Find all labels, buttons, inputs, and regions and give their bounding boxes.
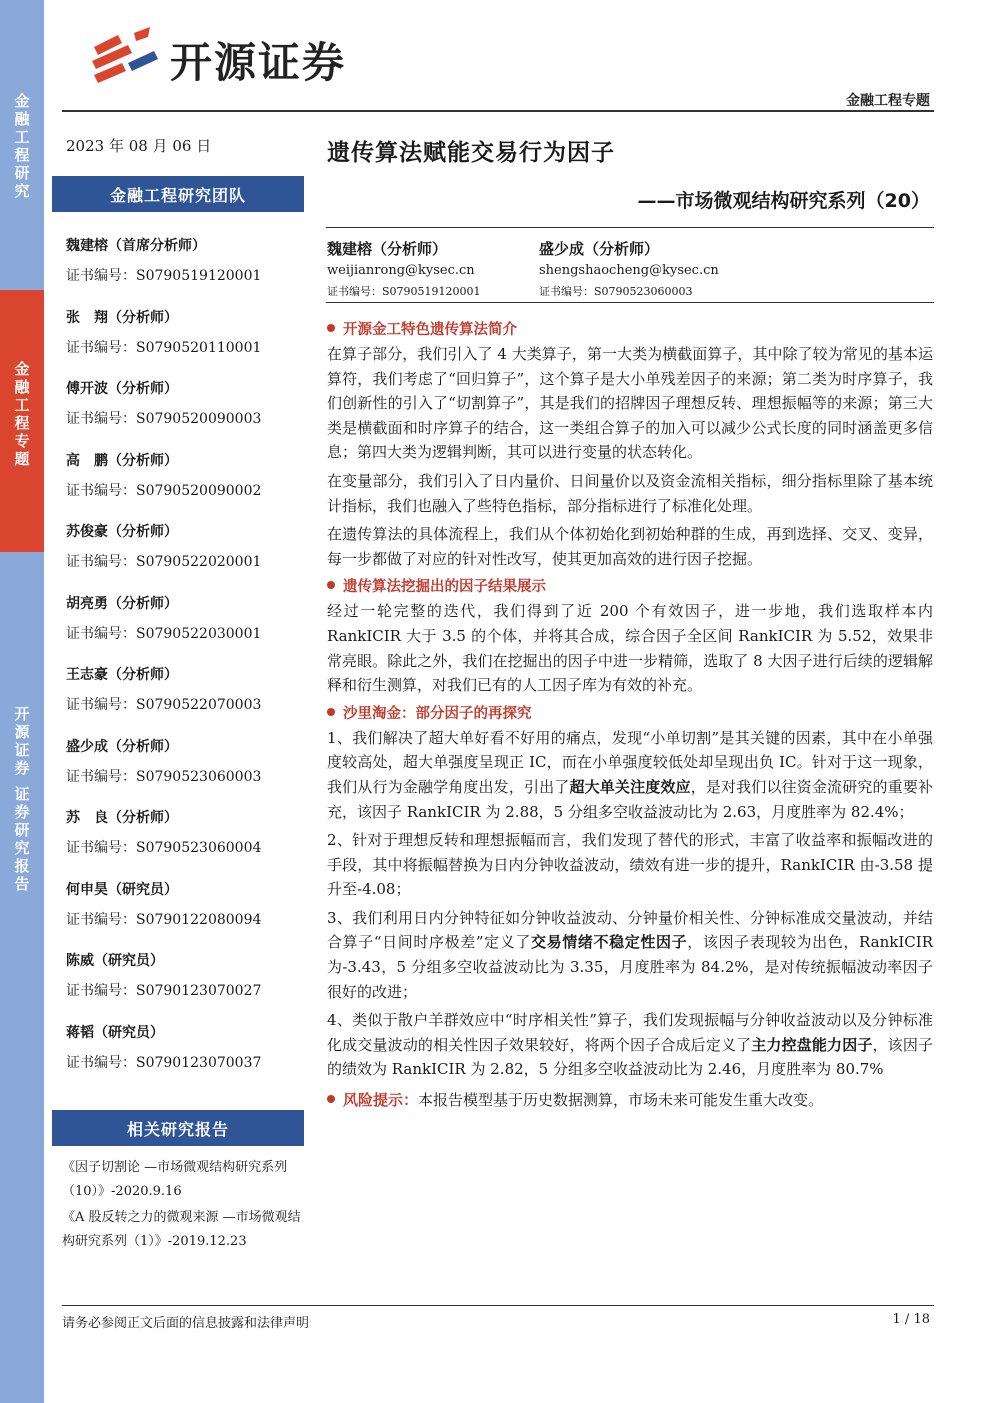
author-item [327,238,547,302]
analyst-cert: 证书编号：S0790523060004 [66,840,262,856]
strip-char: 金 [14,92,30,110]
analyst-name: 胡亮勇（分析师） [66,595,178,612]
analyst-item [66,522,306,594]
text-run: ，该因子的绩效为 RankICIR 为 2.82，5 分组多空收益波动比为 2.46，月度胜率为 80.7% [327,1035,933,1079]
risk-text: 本报告模型基于历史数据测算，市场未来可能发生重大改变。 [418,1091,824,1110]
section-heading-text: 沙里淘金：部分因子的再探究 [343,705,532,722]
analyst-cert: 证书编号：S0790122080094 [66,911,262,928]
analyst-name: 魏建榕（首席分析师） [66,238,206,254]
related-report-link[interactable]: 《因子切割论 —市场微观结构研究系列（10）》-2020.9.16 [62,1160,288,1199]
related-reports-list [62,1156,312,1256]
header-tag: 金融工程专题 [846,93,930,109]
analyst-name: 何申昊（研究员） [66,881,178,898]
finding-4 [327,1008,933,1082]
analyst-name: 张 翔（分析师） [66,309,178,326]
paragraph: 经过一轮完整的迭代，我们得到了近 200 个有效因子，进一步地，我们选取样本内 RankICIR 大于 3.5 的个体，并将其合成，综合因子全区间 RankICIR 为 5.52，效果非常亮眼。除此之外，我们在挖掘出的因子中进一步精筛，选取了 8 大因子进行后续的逻辑解释和衍生测算，对我们已有的人工因子库为有效的补充。 [327,602,933,695]
section-heading-text: 开源金工特色遗传算法简介 [343,322,517,338]
analyst-name: 陈威（研究员） [66,953,164,969]
strip-char: 源 [14,723,30,741]
author-name: 魏建榕（分析师） [327,240,448,258]
strip-char: 报 [14,857,30,875]
analyst-cert: 证书编号：S0790523060003 [66,768,262,785]
company-logo [88,26,346,90]
analyst-item [66,737,306,809]
text-run: 3、我们利用日内分钟特征如分钟收益波动、分钟量价相关性、分钟标准成交量波动，并结合算子“日间时序极差”定义了 [327,908,933,952]
finding-3 [327,906,933,1004]
bullet-icon [327,708,335,716]
strip-char: 金 [14,360,30,378]
strip-char: 程 [14,414,30,432]
strip-char: 证 [14,741,30,759]
highlight-term: 交易情绪不稳定性因子 [531,933,688,952]
side-strip [0,0,44,1403]
analyst-cert: 证书编号：S0790520110001 [66,339,262,356]
analyst-name: 傅开波（分析师） [66,381,178,397]
author-cert: 证书编号：S0790523060003 [539,285,693,298]
report-subtitle: ——市场微观结构研究系列（20） [637,190,930,212]
analyst-list [66,236,306,1094]
text-run: 1、我们解决了超大单好看不好用的痛点，发现“小单切割”是其关键的因素，其中在小单强度较高处，超大单强度呈现正 IC，而在小单强度较低处却呈现出负 IC。针对于这一现象，我们从行为金融学角度出发，引出了 [327,728,933,796]
strip-char: 题 [14,450,30,468]
paragraph: 在遗传算法的具体流程上，我们从个体初始化到初始种群的生成，再到选择、交叉、变异，每一步都做了对应的针对性改写，使其更加高效的进行因子挖掘。 [327,525,933,568]
analyst-cert: 证书编号：S0790522070003 [66,697,262,713]
analyst-name: 蒋韬（研究员） [66,1024,164,1041]
analyst-cert: 证书编号：S0790520090002 [66,482,262,499]
analyst-item [66,236,306,308]
paragraph: 在算子部分，我们引入了 4 大类算子，第一大类为横截面算子，其中除了较为常见的基本运算符，我们考虑了“回归算子”，这个算子是大小单残差因子的来源；第二类为时序算子，我们创新性的引入了“切割算子”，其是我们的招牌因子理想反转、理想振幅等的来源；第三大类是横截面和时序算子的结合，这一类组合算子的加入可以减少公式长度的同时涵盖更多信息；第四大类为逻辑判断，其可以进行变量的状态转化。 [327,345,933,462]
strip-char: 券 [14,803,30,821]
risk-warning [327,1088,933,1113]
analyst-cert: 证书编号：S0790522030001 [66,625,262,642]
analyst-name: 苏俊豪（分析师） [66,524,178,540]
text-run: ，该因子表现较为出色，RankICIR 为-3.43，5 分组多空收益波动比为 3.35，月度胜率为 84.2%，是对传统振幅波动率因子很好的改进； [327,933,933,1001]
company-name: 开源证券 [170,38,347,87]
analyst-item [66,594,306,666]
bullet-icon [327,581,335,589]
strip-char: 究 [14,182,30,200]
strip-char: 券 [14,759,30,777]
analyst-name: 高 鹏（分析师） [66,452,178,469]
bullet-icon [327,324,335,332]
text-run: 4、类似于散户羊群效应中“时序相关性”算子，我们发现振幅与分钟收益波动以及分钟标准化成交量波动的相关性因子效果较好，将两个因子合成后定义了 [327,1011,933,1054]
strip-char: 告 [14,875,30,893]
side-strip-top [0,88,44,208]
analyst-item [66,379,306,451]
author-divider [326,302,934,303]
report-summary [327,314,933,1113]
bullet-icon [327,1095,335,1103]
analyst-item [66,1023,306,1095]
strip-char: 融 [14,378,30,396]
section-heading-text: 遗传算法挖掘出的因子结果展示 [343,579,546,596]
analyst-cert: 证书编号：S0790520090003 [66,411,262,427]
section-heading [327,318,933,342]
risk-label: 风险提示： [343,1091,419,1110]
strip-char: 工 [14,128,30,146]
footer-divider [62,1305,934,1306]
highlight-term: 主力控盘能力因子 [751,1035,873,1054]
side-strip-middle [0,290,44,552]
strip-char: 程 [14,146,30,164]
strip-char: 研 [14,164,30,182]
author-email[interactable]: weijianrong@kysec.cn [327,263,475,278]
analyst-name: 盛少成（分析师） [66,738,178,755]
footer-disclaimer: 请务必参阅正文后面的信息披露和法律声明 [62,1316,310,1331]
author-name: 盛少成（分析师） [539,240,660,258]
highlight-term: 超大单关注度效应 [569,777,691,796]
header-divider [62,110,934,112]
analyst-item [66,880,306,952]
author-email[interactable]: shengshaocheng@kysec.cn [539,263,719,278]
finding-2: 2、针对于理想反转和理想振幅而言，我们发现了替代的形式，丰富了收益率和振幅改进的手段，其中将振幅替换为日内分钟收益波动，绩效有进一步的提升，RankICIR 由-3.58 提升至-4.08； [327,831,933,899]
finding-1 [327,726,933,824]
logo-mark-icon [88,27,160,89]
strip-char: 融 [14,110,30,128]
page-number: 1 / 18 [892,1312,930,1327]
strip-char: 证 [14,785,30,803]
analyst-item [66,308,306,380]
analyst-item [66,451,306,523]
analyst-name: 王志豪（分析师） [66,667,178,683]
analyst-cert: 证书编号：S0790522020001 [66,554,262,570]
analyst-item [66,951,306,1023]
analyst-cert: 证书编号：S0790123070027 [66,983,262,999]
author-cert: 证书编号：S0790519120001 [327,285,481,298]
related-report-link[interactable]: 《A 股反转之力的微观来源 —市场微观结构研究系列（1）》-2019.12.23 [62,1210,301,1249]
section-heading [327,575,933,599]
related-reports-title: 相关研究报告 [52,1110,304,1146]
analyst-item [66,665,306,737]
analyst-name: 苏 良（分析师） [66,810,178,826]
strip-char: 工 [14,396,30,414]
analyst-item [66,808,306,880]
text-run: ，是对我们以往资金流研究的重要补充，该因子 RankICIR 为 2.88，5 分组多空收益波动比为 2.63，月度胜率为 82.4%； [327,777,933,821]
strip-char: 研 [14,821,30,839]
title-divider [326,227,934,228]
strip-char: 开 [14,705,30,723]
side-strip-bottom [0,705,44,905]
report-title: 遗传算法赋能交易行为因子 [327,140,615,166]
author-item [539,238,759,302]
section-heading [327,702,933,726]
strip-char: 专 [14,432,30,450]
report-date: 2023 年 08 月 06 日 [66,137,212,155]
analyst-cert: 证书编号：S0790519120001 [66,268,262,284]
strip-char: 究 [14,839,30,857]
team-title: 金融工程研究团队 [52,176,304,212]
analyst-cert: 证书编号：S0790123070037 [66,1054,262,1071]
paragraph: 在变量部分，我们引入了日内量价、日间量价以及资金流相关指标，细分指标里除了基本统计指标，我们也融入了些特色指标，部分指标进行了标准化处理。 [327,471,933,515]
